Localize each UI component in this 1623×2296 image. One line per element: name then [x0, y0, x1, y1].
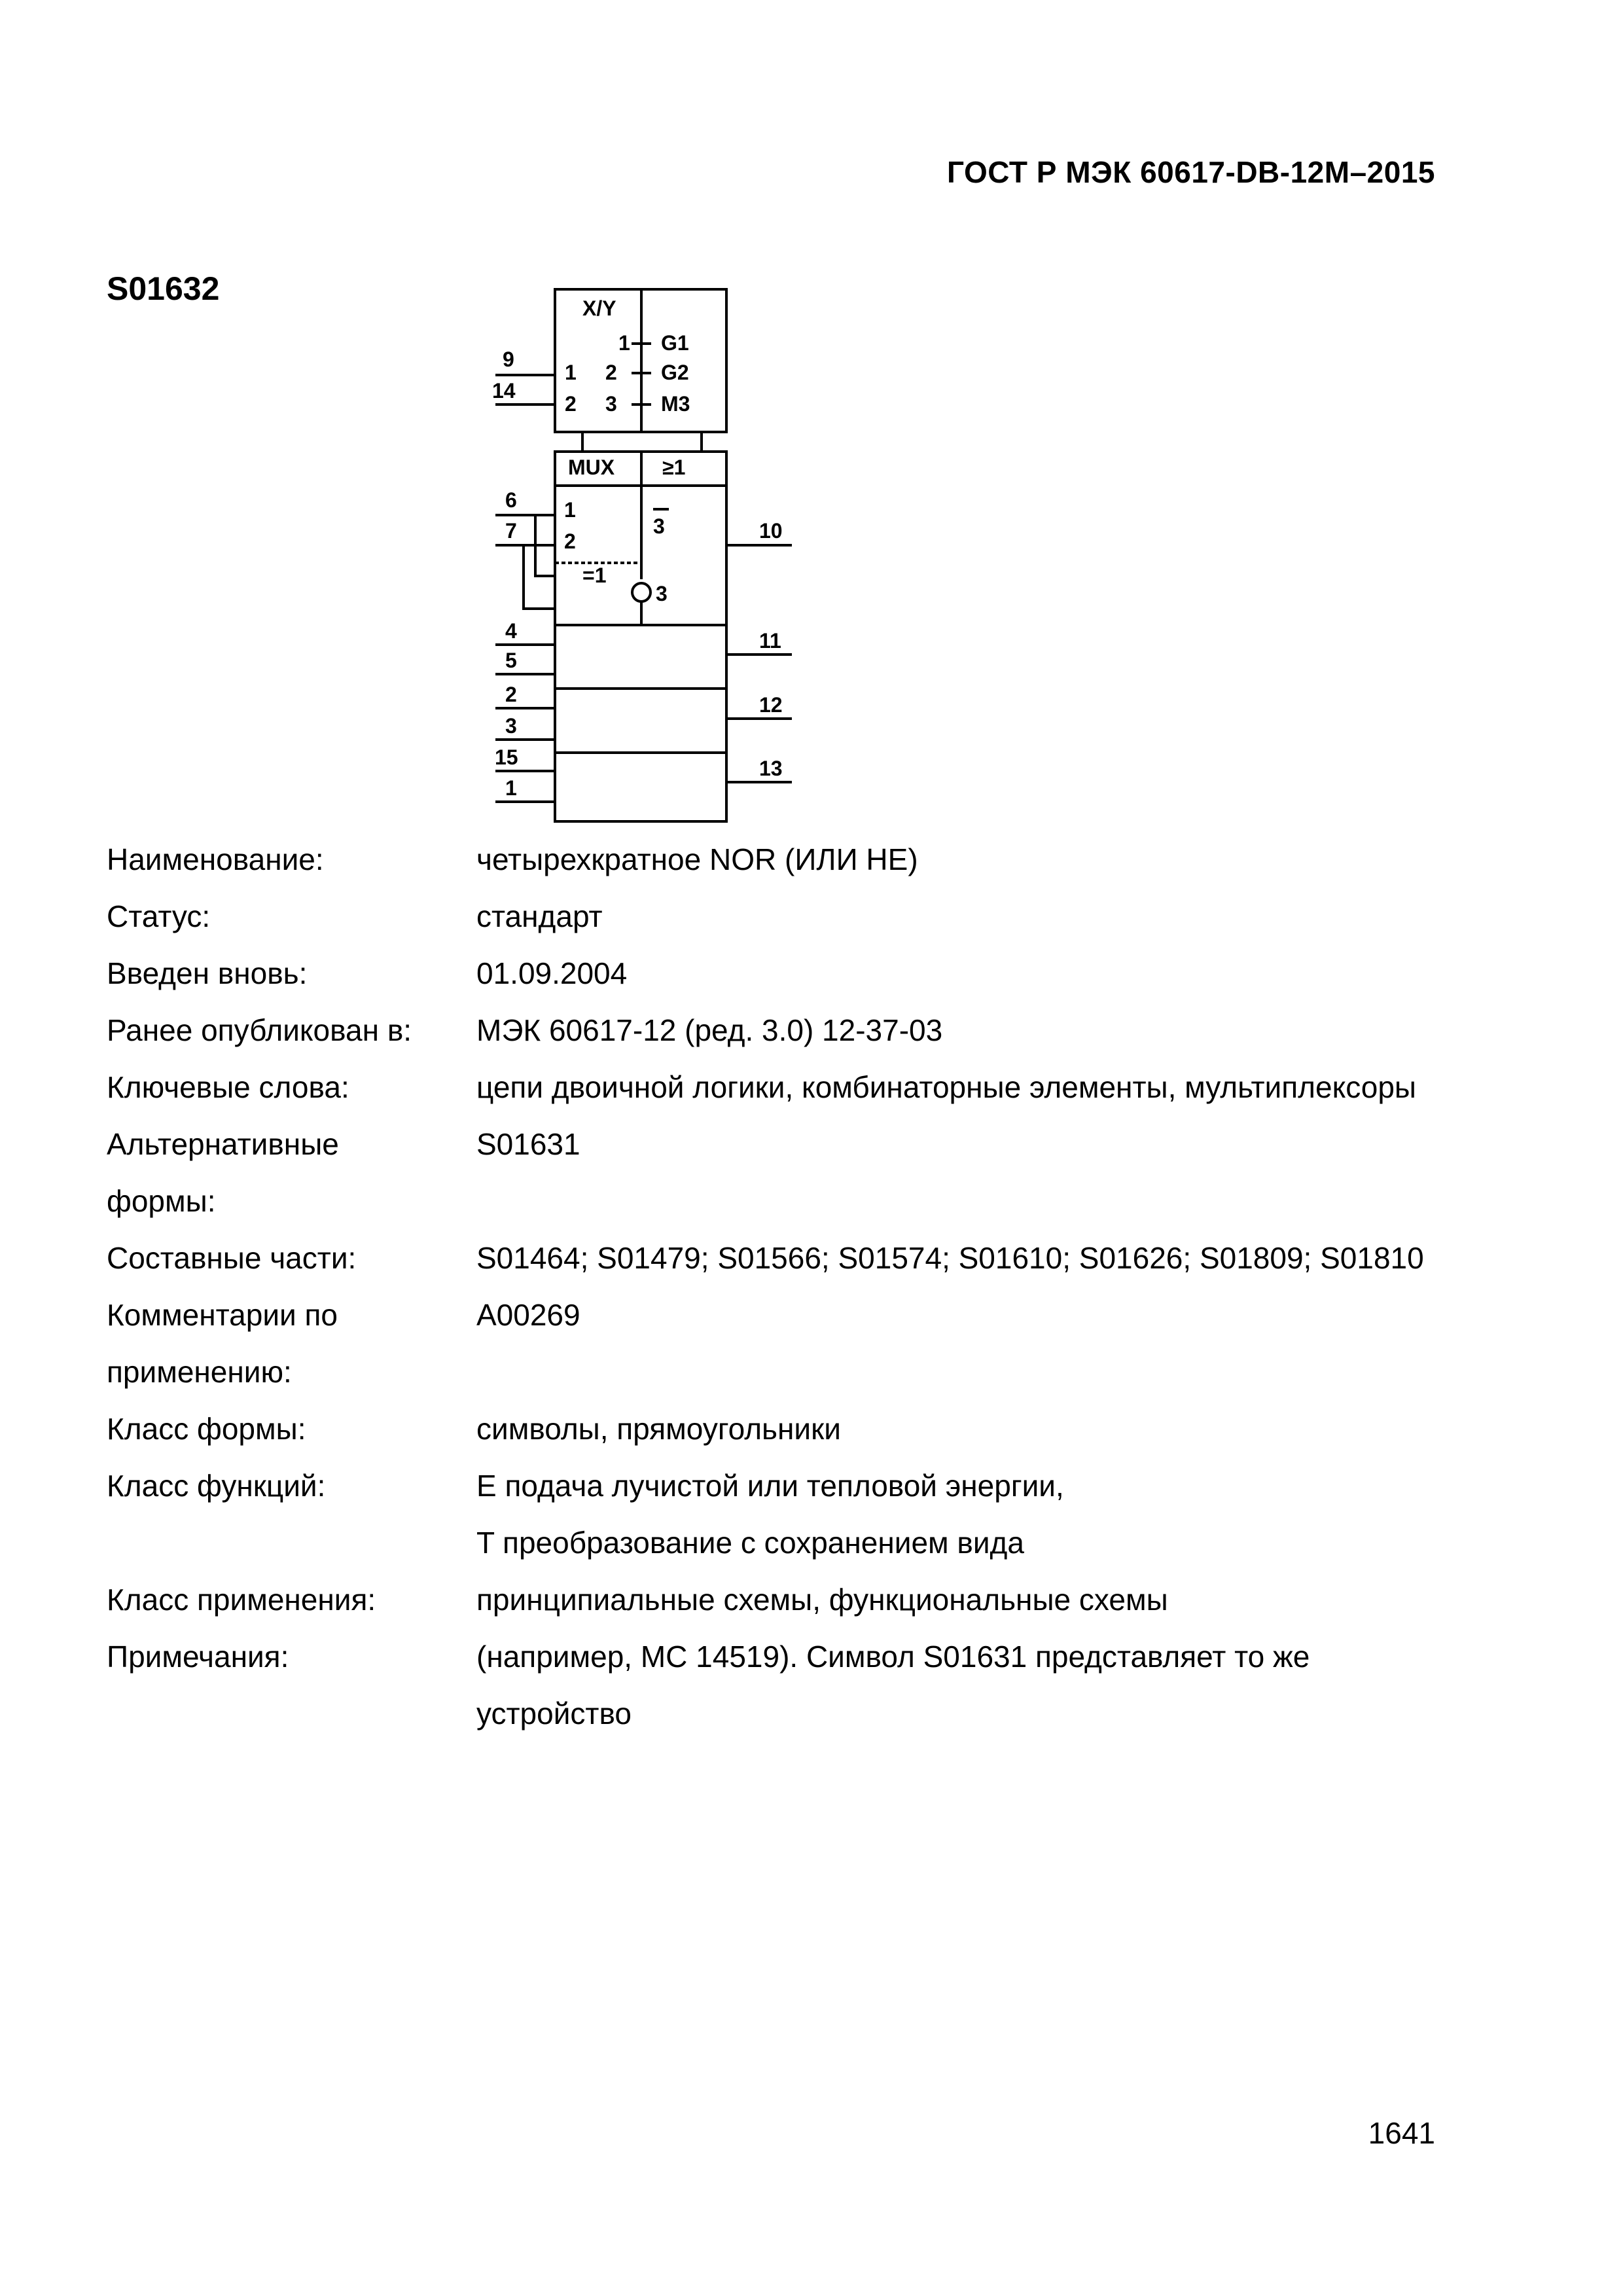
- property-label: Ранее опубликован в:: [107, 1013, 412, 1047]
- property-label: Класс формы:: [107, 1412, 306, 1446]
- negation-circle: [632, 583, 651, 601]
- property-value: S01464; S01479; S01566; S01574; S01610; S01626; S01809; S01810: [476, 1241, 1424, 1275]
- mux-label: MUX: [568, 456, 615, 479]
- property-value: 01.09.2004: [476, 956, 628, 990]
- property-value: A00269: [476, 1298, 580, 1332]
- property-row: [107, 1230, 1527, 1287]
- pin-7: 7: [505, 519, 517, 543]
- property-row: [107, 945, 1527, 1002]
- property-row: [107, 1515, 1527, 1571]
- property-row: [107, 1628, 1527, 1685]
- logic-symbol-drawing: [484, 275, 812, 831]
- logic-symbol-figure: [484, 275, 812, 831]
- pin-12: 12: [759, 693, 783, 717]
- property-value: четырехкратное NOR (ИЛИ НЕ): [476, 842, 918, 876]
- property-row: [107, 1002, 1527, 1059]
- property-value: S01631: [476, 1127, 580, 1161]
- property-label: Наименование:: [107, 842, 324, 876]
- property-label: [107, 1515, 476, 1571]
- property-row: [107, 1571, 1527, 1628]
- svg-text:1: 1: [618, 331, 630, 355]
- pin-13: 13: [759, 757, 783, 780]
- g1-label: G1: [661, 331, 689, 355]
- pin-14: 14: [492, 379, 516, 403]
- property-label: Статус:: [107, 899, 211, 933]
- pin-6: 6: [505, 488, 517, 512]
- property-row: [107, 1287, 1527, 1344]
- property-row: [107, 888, 1527, 945]
- property-row: [107, 1116, 1527, 1173]
- property-row: [107, 1685, 1527, 1742]
- property-label: [107, 1685, 476, 1742]
- property-label: Класс применения:: [107, 1583, 376, 1617]
- pin-4: 4: [505, 619, 517, 643]
- property-value: [476, 1344, 1527, 1401]
- g2-label: G2: [661, 361, 689, 384]
- xy-label: X/Y: [582, 296, 616, 320]
- symbol-id: S01632: [107, 270, 220, 307]
- property-label: Составные части:: [107, 1241, 357, 1275]
- property-label: Примечания:: [107, 1640, 289, 1674]
- property-label: Комментарии по: [107, 1298, 338, 1332]
- circle3-label: 3: [656, 582, 668, 605]
- or-label: ≥1: [662, 456, 686, 479]
- property-label: Введен вновь:: [107, 956, 308, 990]
- svg-text:1: 1: [565, 361, 577, 384]
- m3-label: M3: [661, 392, 690, 416]
- svg-text:2: 2: [565, 392, 577, 416]
- pin-3: 3: [505, 714, 517, 738]
- property-row: [107, 1401, 1527, 1458]
- properties-table: [107, 831, 1527, 1742]
- property-value: принципиальные схемы, функциональные схемы: [476, 1583, 1168, 1617]
- property-value: устройство: [476, 1696, 632, 1731]
- pin-9: 9: [503, 348, 514, 371]
- property-value: МЭК 60617-12 (ред. 3.0) 12-37-03: [476, 1013, 943, 1047]
- property-row: [107, 1173, 1527, 1230]
- svg-text:2: 2: [564, 529, 576, 553]
- property-value: стандарт: [476, 899, 603, 933]
- pin-2: 2: [505, 683, 517, 706]
- pin-5: 5: [505, 649, 517, 672]
- lower-sections: [555, 625, 726, 821]
- pin-10: 10: [759, 519, 783, 543]
- property-value: цепи двоичной логики, комбинаторные элементы, мультиплексоры: [476, 1070, 1416, 1104]
- standard-header: ГОСТ Р МЭК 60617-DB-12M–2015: [947, 155, 1435, 189]
- property-label: применению:: [107, 1355, 292, 1389]
- property-label: Ключевые слова:: [107, 1070, 349, 1104]
- property-label: Альтернативные: [107, 1127, 339, 1161]
- property-value: [476, 1173, 1527, 1230]
- svg-text:3: 3: [605, 392, 617, 416]
- property-row: [107, 1059, 1527, 1116]
- property-label: Класс функций:: [107, 1469, 326, 1503]
- svg-text:1: 1: [564, 498, 576, 522]
- xor-label: =1: [582, 564, 607, 587]
- property-row: [107, 1344, 1527, 1401]
- property-row: [107, 1458, 1527, 1515]
- property-label: формы:: [107, 1184, 216, 1218]
- property-value: E подача лучистой или тепловой энергии,: [476, 1469, 1064, 1503]
- property-row: [107, 831, 1527, 888]
- property-value: (например, MC 14519). Символ S01631 представляет то же: [476, 1640, 1310, 1674]
- property-value: символы, прямоугольники: [476, 1412, 841, 1446]
- pin-1: 1: [505, 776, 517, 800]
- pin-15: 15: [495, 745, 518, 769]
- bar3-label: 3: [653, 514, 665, 538]
- property-value: T преобразование с сохранением вида: [476, 1526, 1024, 1560]
- page-number: 1641: [1368, 2116, 1435, 2150]
- pin-11: 11: [759, 629, 781, 653]
- svg-text:2: 2: [605, 361, 617, 384]
